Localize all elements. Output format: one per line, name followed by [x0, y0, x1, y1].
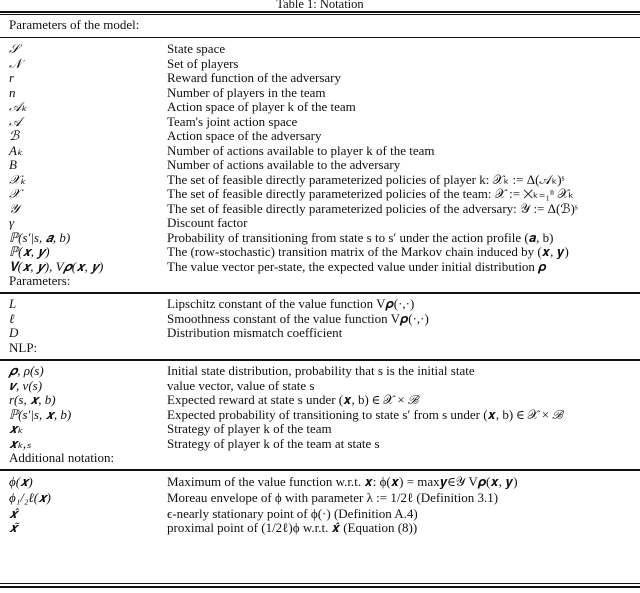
symbol: 𝒮	[9, 41, 20, 56]
description: value vector, value of state s	[167, 377, 315, 393]
symbol: B	[9, 157, 17, 172]
table-caption: Table 1: Notation	[276, 0, 364, 11]
table-row	[0, 186, 640, 201]
description: Set of players	[167, 55, 239, 71]
table-row	[0, 230, 640, 245]
section-rule	[0, 359, 640, 361]
description: The set of feasible directly parameterized policies of the adversary: 𝒴 := Δ(ℬ)ˢ	[167, 200, 578, 216]
table-row	[0, 296, 640, 311]
description: State space	[167, 41, 226, 56]
table-row	[0, 490, 640, 505]
symbol: 𝒴	[9, 200, 20, 216]
symbol: 𝒩	[9, 55, 22, 71]
symbol: 𝒙̃	[9, 520, 18, 535]
bottom-rule	[0, 586, 640, 588]
table-row	[0, 259, 640, 274]
symbol: ϕ₁/₂ℓ(𝒙)	[9, 490, 51, 505]
description: Number of actions available to player k of the team	[167, 142, 435, 158]
top-rule-inner	[0, 14, 640, 15]
table-row	[0, 85, 640, 100]
symbol: ℓ	[9, 310, 15, 326]
table-row	[0, 41, 640, 56]
description: Moreau envelope of ϕ with parameter λ := 1/2ℓ (Definition 3.1)	[167, 490, 499, 505]
table-row	[0, 56, 640, 71]
description: Reward function of the adversary	[167, 70, 341, 85]
top-rule	[0, 11, 640, 13]
table-row	[0, 378, 640, 393]
table-row	[0, 70, 640, 85]
table-row	[0, 157, 640, 172]
table-row	[0, 421, 640, 436]
description: Strategy of player k of the team	[167, 421, 332, 436]
symbol: ℙ(𝒙, 𝒚)	[9, 244, 50, 259]
table-row	[0, 311, 640, 326]
table-row	[0, 520, 640, 535]
description: ϵ-nearly stationary point of ϕ(·) (Definition A.4)	[167, 506, 418, 521]
symbol: 𝒜ₖ	[9, 99, 27, 114]
symbol: 𝒗, v(s)	[9, 377, 43, 393]
symbol: 𝒳	[9, 186, 21, 201]
symbol: n	[9, 84, 16, 100]
symbol: 𝐕(𝒙, 𝒚), V𝝆(𝒙, 𝒚)	[9, 258, 104, 274]
section-rule	[0, 37, 640, 38]
symbol: 𝒙ₖ	[9, 421, 23, 436]
table-row	[0, 143, 640, 158]
symbol: D	[9, 325, 19, 340]
table-row	[0, 506, 640, 521]
symbol: 𝒳ₖ	[9, 171, 26, 187]
section-title-parameters: Parameters:	[9, 273, 71, 288]
table-row	[0, 407, 640, 422]
description: Action space of the adversary	[167, 128, 322, 143]
bottom-rule-inner	[0, 583, 640, 584]
description: The set of feasible directly parameterized policies of the team: 𝒳 := ⨉ₖ₌₁ⁿ 𝒳ₖ	[167, 186, 575, 201]
description: Probability of transitioning from state s to s′ under the action profile (𝒂, b)	[167, 229, 554, 245]
section-title-nlp: NLP:	[9, 339, 38, 355]
symbol: ℙ(s′|s, 𝒙, b)	[9, 406, 72, 422]
table-row	[0, 436, 640, 451]
table-row	[0, 392, 640, 407]
symbol: ℙ(s′|s, 𝒂, b)	[9, 229, 71, 245]
description: The (row-stochastic) transition matrix of the Markov chain induced by (𝒙, 𝒚)	[167, 244, 569, 259]
description: Action space of player k of the team	[167, 99, 356, 114]
symbol: L	[9, 296, 17, 311]
table-row	[0, 363, 640, 378]
table-row	[0, 215, 640, 230]
description: Distribution mismatch coefficient	[167, 325, 343, 340]
description: Maximum of the value function w.r.t. 𝒙: ϕ(𝒙) = max𝒚∈𝒴 V𝝆(𝒙, 𝒚)	[167, 474, 518, 489]
description: Smoothness constant of the value function V𝝆(·,·)	[167, 310, 429, 326]
symbol: 𝒙̂	[9, 506, 18, 521]
description: Strategy of player k of the team at state s	[167, 435, 380, 451]
symbol: 𝒜	[9, 113, 22, 129]
description: Lipschitz constant of the value function V𝝆(·,·)	[167, 296, 415, 311]
description: Expected reward at state s under (𝒙, b) ∈ 𝒳 × ℬ	[167, 392, 420, 407]
table-row	[0, 128, 640, 143]
table-row	[0, 474, 640, 489]
symbol: r(s, 𝒙, b)	[9, 392, 56, 407]
section-title-model: Parameters of the model:	[9, 17, 140, 32]
description: The set of feasible directly parameterized policies of player k: 𝒳ₖ := Δ(𝒜ₖ)ˢ	[167, 171, 565, 187]
table-row	[0, 172, 640, 187]
symbol: 𝒙ₖ,ₛ	[9, 435, 31, 451]
description: Expected probability of transitioning to state s′ from s under (𝒙, b) ∈ 𝒳 × ℬ	[167, 406, 565, 422]
symbol: γ	[9, 215, 15, 230]
description: Number of players in the team	[167, 84, 326, 100]
symbol: ℬ	[9, 128, 20, 143]
table-row	[0, 201, 640, 216]
table-row	[0, 244, 640, 259]
table-row	[0, 99, 640, 114]
table-row	[0, 114, 640, 129]
symbol: Aₖ	[9, 142, 23, 158]
description: Number of actions available to the adversary	[167, 157, 401, 172]
description: Team's joint action space	[167, 113, 298, 129]
table-row	[0, 325, 640, 340]
description: Discount factor	[167, 215, 248, 230]
symbol: ϕ(𝒙)	[9, 474, 33, 489]
description: The value vector per-state, the expected value under initial distribution 𝝆	[167, 258, 547, 274]
symbol: r	[9, 70, 15, 85]
section-title-additional: Additional notation:	[9, 450, 115, 465]
description: Initial state distribution, probability that s is the initial state	[167, 363, 475, 378]
symbol: 𝝆, ρ(s)	[9, 363, 44, 378]
section-rule	[0, 469, 640, 471]
section-rule	[0, 292, 640, 294]
description: proximal point of (1/2ℓ)ϕ w.r.t. 𝒙̂ (Equation (8))	[167, 520, 418, 535]
